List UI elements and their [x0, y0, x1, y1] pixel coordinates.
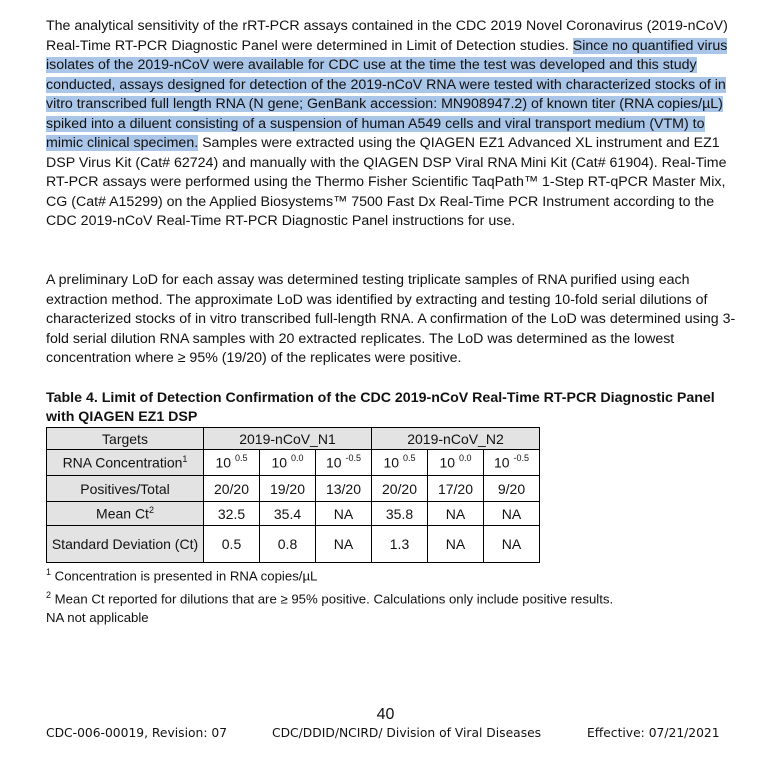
concentration-label: RNA Concentration$^1$ — [47, 450, 204, 476]
table-cell: NA — [484, 526, 540, 563]
table-cell: NA — [316, 502, 372, 526]
lod-method-paragraph: A preliminary LoD for each assay was determined testing triplicate samples of RNA purified using each extraction method. The approximate LoD was identified by extracting and testing 10-fold serial dilutions of characterized stocks of in vitro transcribed full-length RNA. A confirmation of the LoD was determined using 3-fold serial dilution RNA samples with 20 extracted replicates. The LoD was determined as the lowest concentration where ≥ 95% (19/20) of the replicates were positive. — [46, 272, 736, 366]
table-cell: 13/20 — [316, 476, 372, 502]
intro-text-start: The analytical sensitivity of the rRT-PCR assays contained in the CDC 2019 Novel Coronavirus (2019-nCoV) Real-Time RT-PCR Diagnostic Panel were determined in Limit of Detection studies. — [46, 18, 728, 54]
footnote-marker: 2 — [148, 505, 154, 516]
concentration-cell: 10 $^{0.5}$ — [204, 450, 260, 476]
table-title: Table 4. Limit of Detection Confirmation of the CDC 2019-nCoV Real-Time RT-PCR Diagnostic Panel with QIAGEN EZ1 DSP — [46, 390, 715, 425]
table-footnotes — [46, 563, 736, 627]
footnote: $^2$ Mean Ct reported for dilutions that are ≥ 95% positive. Calculations only include positive results. — [46, 589, 614, 607]
table-cell: NA — [428, 526, 484, 563]
footer-document-id: CDC-006-00019, Revision: 07 — [46, 726, 228, 740]
table-cell: 20/20 — [204, 476, 260, 502]
table-cell: 1.3 — [372, 526, 428, 563]
concentration-row — [47, 450, 540, 476]
table-cell: 0.5 — [204, 526, 260, 563]
footnote-marker: 1 — [46, 567, 52, 577]
table-cell: NA — [484, 502, 540, 526]
target-group-n2: 2019-nCoV_N2 — [372, 428, 540, 450]
lod-table — [46, 427, 540, 563]
positives-label: Positives/Total — [47, 476, 204, 502]
table-cell: 32.5 — [204, 502, 260, 526]
footer-division: CDC/DDID/NCIRD/ Division of Viral Diseases — [272, 726, 542, 740]
footer-effective-date: Effective: 07/21/2021 — [587, 726, 720, 740]
table-header-row — [47, 428, 540, 450]
table-cell: 9/20 — [484, 476, 540, 502]
intro-paragraph — [46, 17, 736, 232]
table-row — [47, 502, 540, 526]
intro-text-end: Samples were extracted using the QIAGEN EZ1 Advanced XL instrument and EZ1 DSP Virus Kit (Cat# 62724) and manually with the QIAGEN DSP Viral RNA Mini Kit (Cat# 61904). Real-Time RT-PCR assays were performed using the Thermo Fisher Scientific TaqPath™ 1-Step RT-qPCR Master Mix, CG (Cat# A15299) on the Applied Biosystems™ 7500 Fast Dx Real-Time PCR Instrument according to the CDC 2019-nCoV Real-Time RT-PCR Diagnostic Panel instructions for use. — [46, 135, 727, 229]
concentration-cell: 10 $^{-0.5}$ — [316, 450, 372, 476]
table-cell: NA — [316, 526, 372, 563]
concentration-cell: 10 $^{0.0}$ — [260, 450, 316, 476]
table-cell: 35.8 — [372, 502, 428, 526]
table-row — [47, 526, 540, 563]
concentration-cell: 10 $^{-0.5}$ — [484, 450, 540, 476]
highlighted-text[interactable]: Since no quantified virus isolates of the 2019-nCoV were available for CDC use at the time the test was developed and this study conducted, assays designed for detection of the 2019-nCoV RNA were tested with characterized stocks of in vitro transcribed full length RNA (N gene; GenBank accession: MN908947.2) of known titer (RNA copies/µL) spiked into a diluent consisting of a suspension of human A549 cells and viral transport medium (VTM) to mimic clinical specimen. — [46, 37, 728, 151]
table-cell: 35.4 — [260, 502, 316, 526]
table-cell: 0.8 — [260, 526, 316, 563]
concentration-cell: 10 $^{0.0}$ — [428, 450, 484, 476]
targets-header: Targets — [47, 428, 204, 450]
footnote-marker: 1 — [182, 454, 188, 465]
concentration-cell: 10 $^{0.5}$ — [372, 450, 428, 476]
mean-ct-label: Mean Ct$^2$ — [47, 502, 204, 526]
table-row — [47, 476, 540, 502]
table-cell: 17/20 — [428, 476, 484, 502]
table-cell: NA — [428, 502, 484, 526]
table-cell: 19/20 — [260, 476, 316, 502]
target-group-n1: 2019-nCoV_N1 — [204, 428, 372, 450]
std-dev-label: Standard Deviation (Ct) — [47, 526, 204, 563]
footnote: $^1$ Concentration is presented in RNA copies/µL — [46, 567, 318, 584]
footnote: NA not applicable — [46, 609, 149, 625]
footnote-marker: 2 — [46, 589, 52, 600]
table-cell: 20/20 — [372, 476, 428, 502]
page-number: 40 — [376, 706, 395, 723]
